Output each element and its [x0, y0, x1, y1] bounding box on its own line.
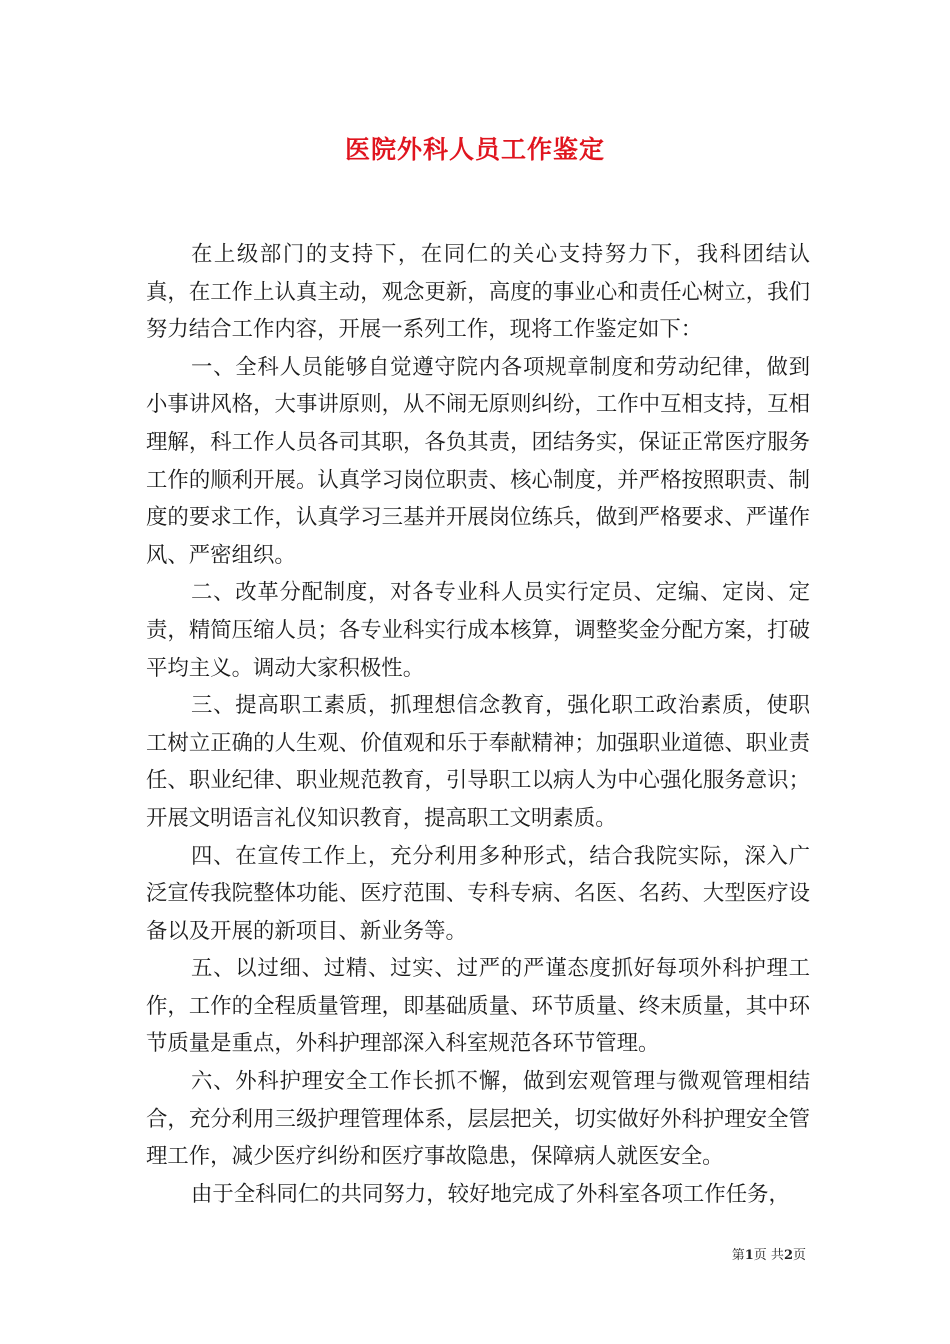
document-body [146, 236, 810, 1213]
paragraph-item-4: 四、在宣传工作上，充分利用多种形式，结合我院实际，深入广泛宣传我院整体功能、医疗范围、专科专病、名医、名药、大型医疗设备以及开展的新项目、新业务等。 [146, 843, 810, 944]
paragraph-intro: 在上级部门的支持下，在同仁的关心支持努力下，我科团结认真，在工作上认真主动，观念更新，高度的事业心和责任心树立，我们努力结合工作内容，开展一系列工作，现将工作鉴定如下： [146, 242, 810, 343]
footer-suffix: 页 [792, 1248, 806, 1263]
paragraph-item-6: 六、外科护理安全工作长抓不懈，做到宏观管理与微观管理相结合，充分利用三级护理管理体系，层层把关，切实做好外科护理安全管理工作，减少医疗纠纷和医疗事故隐患，保障病人就医安全。 [146, 1069, 810, 1170]
paragraph-item-3: 三、提高职工素质，抓理想信念教育，强化职工政治素质，使职工树立正确的人生观、价值观和乐于奉献精神；加强职业道德、职业责任、职业纪律、职业规范教育，引导职工以病人为中心强化服务意识；开展文明语言礼仪知识教育，提高职工文明素质。 [146, 693, 810, 831]
document-title: 医院外科人员工作鉴定 [344, 135, 605, 164]
paragraph-item-5: 五、以过细、过精、过实、过严的严谨态度抓好每项外科护理工作，工作的全程质量管理，即基础质量、环节质量、终末质量，其中环节质量是重点，外科护理部深入科室规范各环节管理。 [146, 956, 810, 1057]
paragraph-item-1: 一、全科人员能够自觉遵守院内各项规章制度和劳动纪律，做到小事讲风格，大事讲原则，从不闹无原则纠纷，工作中互相支持，互相理解，科工作人员各司其职，各负其责，团结务实，保证正常医疗服务工作的顺利开展。认真学习岗位职责、核心制度，并严格按照职责、制度的要求工作，认真学习三基并开展岗位练兵，做到严格要求、严谨作风、严密组织。 [146, 354, 810, 568]
footer-total-pages: 2 [783, 1248, 793, 1263]
paragraph-conclusion: 由于全科同仁的共同努力，较好地完成了外科室各项工作任务， [190, 1181, 790, 1207]
footer-current-page: 1 [744, 1248, 754, 1263]
footer-prefix: 第 [731, 1248, 745, 1263]
paragraph-item-2: 二、改革分配制度，对各专业科人员实行定员、定编、定岗、定责，精简压缩人员；各专业科实行成本核算，调整奖金分配方案，打破平均主义。调动大家积极性。 [146, 580, 810, 681]
footer-middle: 页 共 [753, 1248, 784, 1263]
page-number-footer [732, 1247, 806, 1265]
